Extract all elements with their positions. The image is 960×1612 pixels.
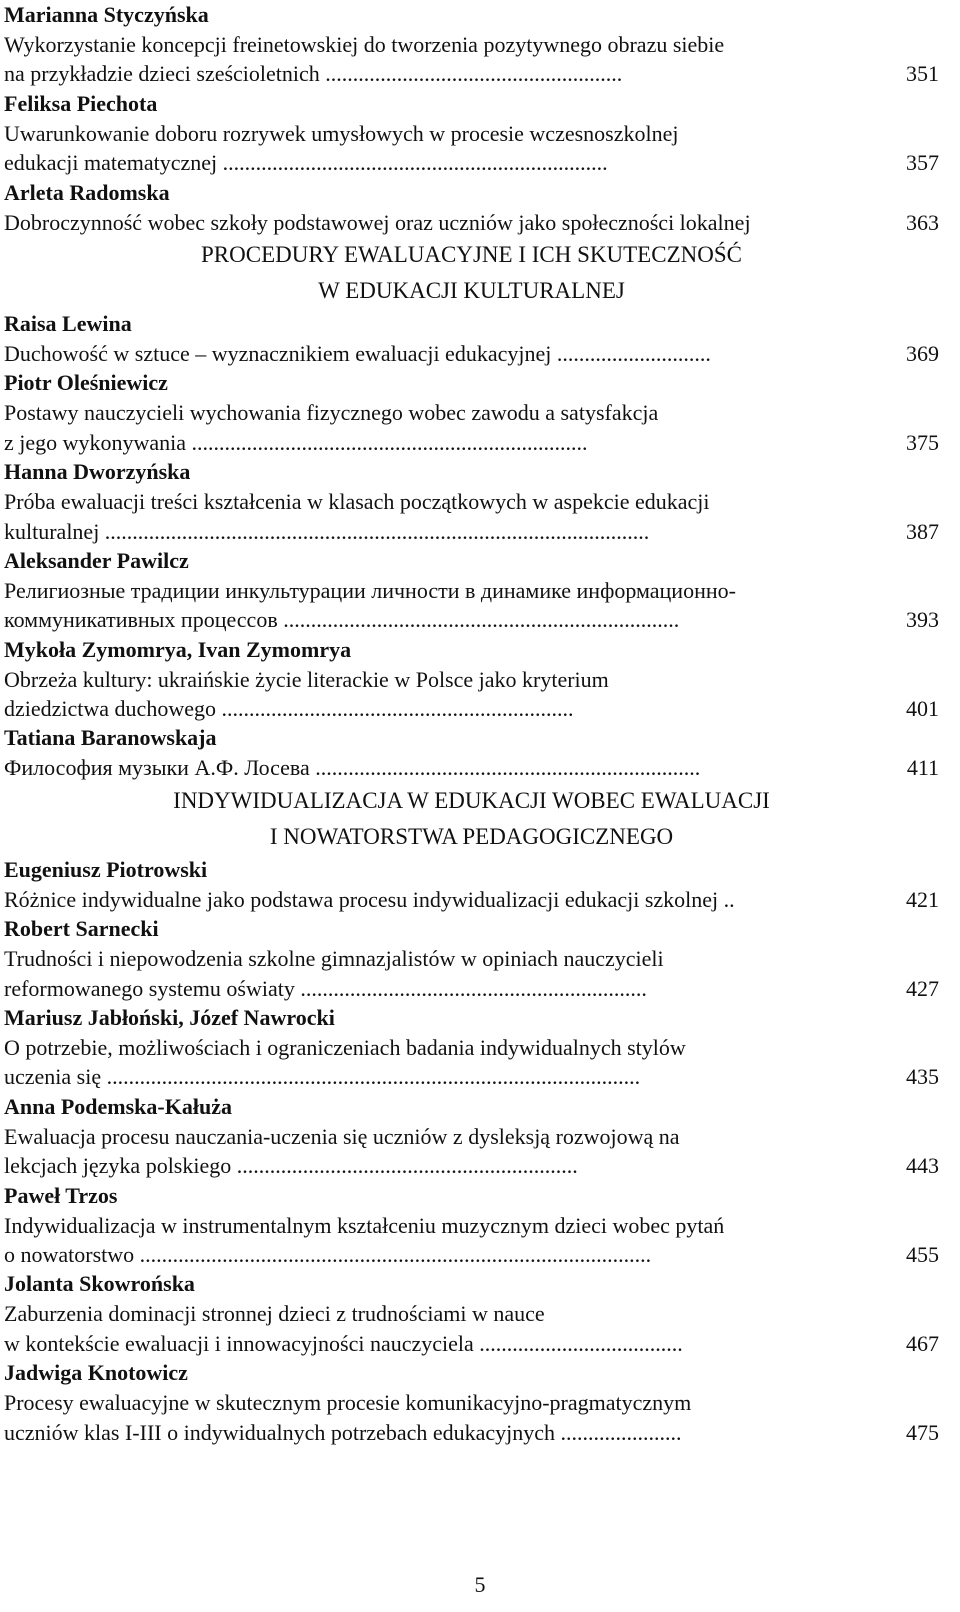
entry-title-line [4, 59, 939, 88]
entry-title-line [4, 753, 939, 782]
entry-author: Marianna Styczyńska [4, 2, 209, 27]
entry-page-number: 475 [906, 1419, 939, 1445]
entry-title-line [4, 1329, 939, 1358]
entry-title-line [4, 605, 939, 634]
entry-title-text: kulturalnej ................................................................................................... [4, 518, 650, 544]
entry-title-text: Obrzeża kultury: ukraińskie życie literackie w Polsce jako kryterium [4, 666, 609, 692]
entry-author: Tatiana Baranowskaja [4, 725, 217, 751]
entry-title-line [4, 1033, 939, 1062]
entry-title-text: Próba ewaluacji treści kształcenia w klasach początkowych w aspekcie edukacji [4, 489, 710, 515]
toc-entry [4, 178, 939, 237]
section-heading-line: W EDUKACJI KULTURALNEJ [318, 277, 625, 303]
entry-title-text: na przykładzie dzieci sześcioletnich ...................................................... [4, 61, 623, 87]
entry-title-text: Религиозные традиции инкультурации личности в динамике информационно- [4, 577, 736, 603]
entry-author: Piotr Oleśniewicz [4, 370, 168, 396]
entry-title-line [4, 1211, 939, 1240]
entry-title-text: o nowatorstwo ............................................................................................. [4, 1241, 652, 1267]
toc-entry [4, 855, 939, 914]
entry-author: Mariusz Jabłoński, Józef Nawrocki [4, 1005, 335, 1031]
toc-entry [4, 635, 939, 724]
toc-entry [4, 546, 939, 635]
entry-page-number: 375 [906, 429, 939, 455]
toc-entry [4, 368, 939, 457]
section-heading-procedures [4, 237, 939, 309]
toc-entry [4, 457, 939, 546]
entry-author: Raisa Lewina [4, 310, 132, 336]
entry-title-text: w kontekście ewaluacji i innowacyjności nauczyciela ..................................... [4, 1330, 683, 1356]
toc-entry [4, 914, 939, 1003]
entry-page-number: 455 [906, 1241, 939, 1267]
toc-entry [4, 309, 939, 368]
entry-title-text: Ewaluacja procesu nauczania-uczenia się uczniów z dysleksją rozwojową na [4, 1123, 680, 1149]
entry-title-text: uczniów klas I-III o indywidualnych potrzebach edukacyjnych ...................... [4, 1419, 682, 1445]
entry-title-line [4, 1062, 939, 1091]
toc-entry [4, 1269, 939, 1358]
entry-title-text: O potrzebie, możliwościach i ograniczeniach badania indywidualnych stylów [4, 1035, 686, 1061]
entry-title-line [4, 208, 939, 237]
entry-title-line [4, 885, 939, 914]
entry-page-number: 369 [906, 340, 939, 366]
toc-entry [4, 0, 939, 89]
toc-group-3 [4, 855, 939, 1447]
entry-title-line [4, 428, 939, 457]
entry-title-text: Duchowość w sztuce – wyznacznikiem ewaluacji edukacyjnej ............................ [4, 340, 711, 366]
entry-title-line [4, 1240, 939, 1269]
entry-title-text: uczenia się ................................................................................................. [4, 1064, 641, 1090]
entry-title-line [4, 1151, 939, 1180]
entry-title-line [4, 517, 939, 546]
entry-title-text: Różnice indywidualne jako podstawa procesu indywidualizacji edukacji szkolnej .. [4, 886, 735, 912]
entry-title-line [4, 1418, 939, 1447]
entry-title-line [4, 694, 939, 723]
entry-title-line [4, 487, 939, 516]
entry-page-number: 443 [906, 1153, 939, 1179]
entry-title-text: Dobroczynność wobec szkoły podstawowej oraz uczniów jako społeczności lokalnej [4, 209, 751, 235]
entry-title-text: Indywidualizacja w instrumentalnym kształceniu muzycznym dzieci wobec pytań [4, 1212, 725, 1238]
entry-title-line [4, 339, 939, 368]
entry-title-text: z jego wykonywania ........................................................................ [4, 429, 588, 455]
entry-title-line [4, 1388, 939, 1417]
toc-entry [4, 1181, 939, 1270]
entry-author: Aleksander Pawilcz [4, 547, 189, 573]
entry-author: Arleta Radomska [4, 179, 170, 205]
entry-title-text: Uwarunkowanie doboru rozrywek umysłowych w procesie wczesnoszkolnej [4, 120, 679, 146]
toc-entry [4, 723, 939, 782]
entry-title-line [4, 576, 939, 605]
toc-group-1 [4, 0, 939, 237]
entry-title-text: Философия музыки А.Ф. Лосева ...................................................................... [4, 755, 701, 781]
entry-title-text: edukacji matematycznej ...................................................................... [4, 150, 608, 176]
entry-page-number: 427 [906, 975, 939, 1001]
section-heading-line: PROCEDURY EWALUACYJNE I ICH SKUTECZNOŚĆ [201, 241, 742, 267]
toc-entry [4, 1358, 939, 1447]
entry-author: Hanna Dworzyńska [4, 459, 191, 485]
entry-author: Robert Sarnecki [4, 916, 159, 942]
entry-title-line [4, 1122, 939, 1151]
entry-title-text: Wykorzystanie koncepcji freinetowskiej do tworzenia pozytywnego obrazu siebie [4, 32, 725, 57]
entry-title-text: dziedzictwa duchowego ................................................................ [4, 696, 574, 722]
entry-author: Jolanta Skowrońska [4, 1271, 195, 1297]
section-heading-line: I NOWATORSTWA PEDAGOGICZNEGO [269, 823, 674, 849]
entry-title-text: Trudności i niepowodzenia szkolne gimnazjalistów w opiniach nauczycieli [4, 946, 664, 972]
entry-page-number: 411 [906, 755, 939, 781]
entry-page-number: 401 [906, 696, 939, 722]
entry-page-number: 363 [906, 209, 939, 235]
entry-author: Mykoła Zymomrya, Ivan Zymomrya [4, 636, 352, 662]
entry-title-text: Zaburzenia dominacji stronnej dzieci z trudnościami w nauce [4, 1301, 545, 1327]
entry-title-text: Procesy ewaluacyjne w skutecznym procesie komunikacyjno-pragmatycznym [4, 1390, 692, 1416]
toc-group-2 [4, 309, 939, 783]
page-number: 5 [474, 1572, 486, 1597]
entry-title-line [4, 119, 939, 148]
entry-page-number: 467 [906, 1330, 939, 1356]
entry-title-line [4, 30, 939, 59]
entry-title-text: reformowanego systemu oświaty ............................................................... [4, 975, 647, 1001]
entry-title-text: Postawy nauczycieli wychowania fizycznego wobec zawodu a satysfakcja [4, 400, 659, 426]
entry-title-text: lekcjach języka polskiego .............................................................. [4, 1153, 578, 1179]
table-of-contents [4, 0, 939, 1447]
entry-author: Eugeniusz Piotrowski [4, 856, 208, 882]
entry-author: Anna Podemska-Kałuża [4, 1093, 232, 1119]
section-heading-line: INDYWIDUALIZACJA W EDUKACJI WOBEC EWALUACJI [173, 787, 770, 813]
entry-title-line [4, 974, 939, 1003]
toc-entry [4, 1003, 939, 1092]
entry-page-number: 387 [906, 518, 939, 544]
entry-title-line [4, 148, 939, 177]
entry-author: Feliksa Piechota [4, 90, 158, 116]
entry-title-line [4, 944, 939, 973]
toc-entry [4, 89, 939, 178]
entry-author: Jadwiga Knotowicz [4, 1360, 188, 1386]
entry-page-number: 351 [906, 61, 939, 87]
entry-title-line [4, 1299, 939, 1328]
entry-page-number: 393 [906, 607, 939, 633]
entry-page-number: 435 [906, 1064, 939, 1090]
entry-page-number: 357 [906, 150, 939, 176]
entry-author: Paweł Trzos [4, 1182, 118, 1208]
entry-title-line [4, 398, 939, 427]
entry-title-text: коммуникативных процессов ........................................................................ [4, 607, 680, 633]
entry-title-line [4, 665, 939, 694]
entry-page-number: 421 [906, 886, 939, 912]
toc-entry [4, 1092, 939, 1181]
section-heading-individualization [4, 783, 939, 855]
